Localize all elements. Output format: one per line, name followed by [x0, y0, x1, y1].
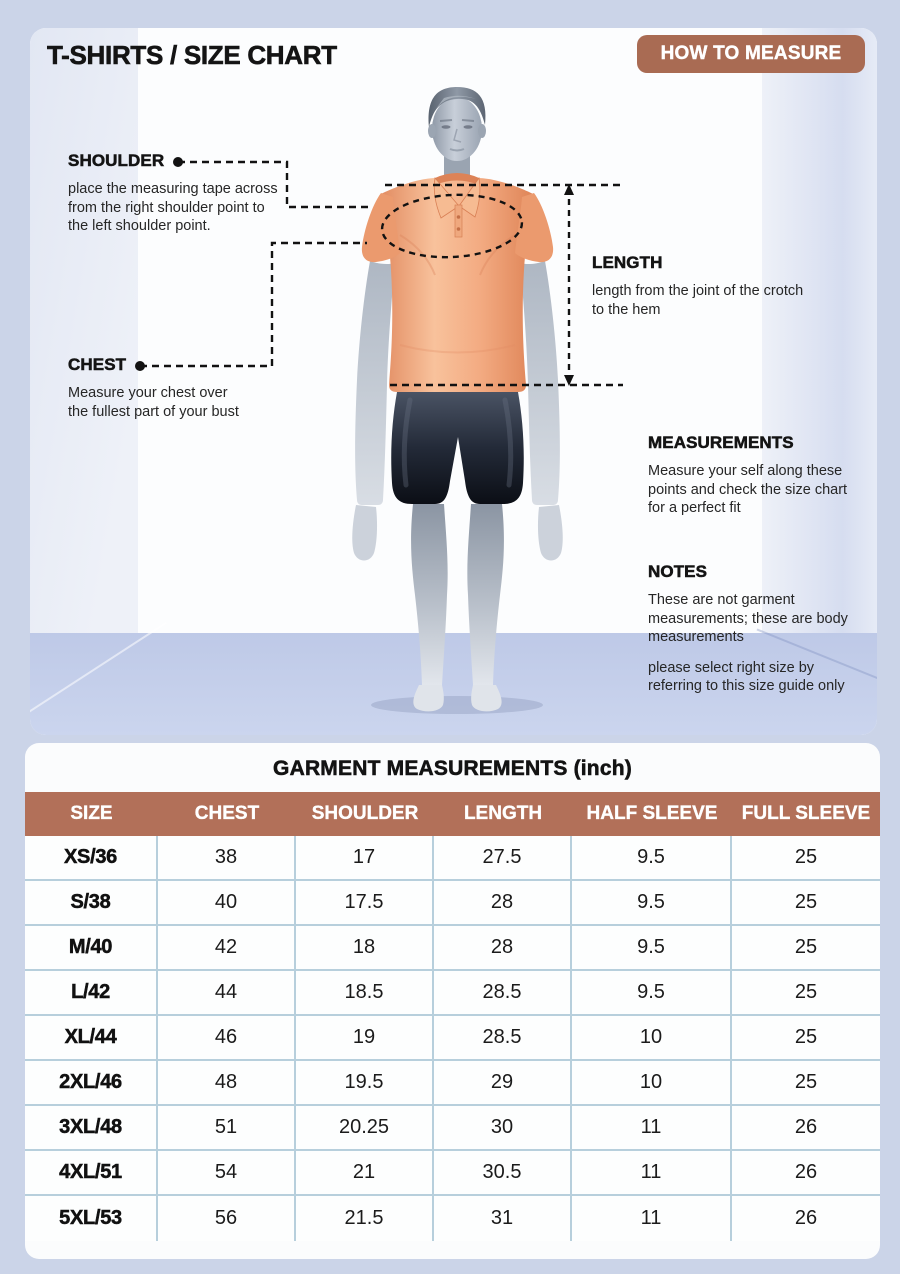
length-annotation [592, 253, 804, 319]
table-row [25, 836, 880, 881]
measurement-value-cell: 42 [158, 926, 296, 971]
measurement-value-cell: 29 [434, 1061, 572, 1106]
measurement-value-cell: 26 [732, 1106, 880, 1151]
how-to-measure-button[interactable]: HOW TO MEASURE [637, 35, 865, 73]
column-header-half-sleeve: HALF SLEEVE [572, 792, 732, 836]
measurement-value-cell: 11 [572, 1151, 732, 1196]
table-row [25, 1106, 880, 1151]
measurements-description: Measure your self along these points and check the size chart for a perfect fit [648, 463, 848, 516]
size-cell: XL/44 [25, 1016, 158, 1061]
measurement-value-cell: 27.5 [434, 836, 572, 881]
measurement-value-cell: 40 [158, 881, 296, 926]
measurement-value-cell: 11 [572, 1106, 732, 1151]
measurement-value-cell: 25 [732, 881, 880, 926]
measurement-value-cell: 25 [732, 836, 880, 881]
size-cell: S/38 [25, 881, 158, 926]
measurement-value-cell: 30.5 [434, 1151, 572, 1196]
size-chart-table-card [25, 743, 880, 1259]
measurement-value-cell: 31 [434, 1196, 572, 1241]
size-cell: 4XL/51 [25, 1151, 158, 1196]
table-row [25, 1196, 880, 1241]
measurement-value-cell: 28.5 [434, 1016, 572, 1061]
table-row [25, 926, 880, 971]
table-row [25, 971, 880, 1016]
column-header-full-sleeve: FULL SLEEVE [732, 792, 880, 836]
measurement-value-cell: 9.5 [572, 926, 732, 971]
measurement-value-cell: 10 [572, 1016, 732, 1061]
length-label: LENGTH [592, 253, 663, 272]
measurement-value-cell: 19.5 [296, 1061, 434, 1106]
table-header-row [25, 792, 880, 836]
measurement-value-cell: 17 [296, 836, 434, 881]
measure-guide-card [30, 28, 877, 735]
column-header-size: SIZE [25, 792, 158, 836]
table-row [25, 1016, 880, 1061]
measurement-value-cell: 54 [158, 1151, 296, 1196]
shoulder-description: place the measuring tape across from the right shoulder point to the left shoulder point. [68, 181, 278, 234]
measurements-label: MEASUREMENTS [648, 433, 794, 452]
measurement-value-cell: 18.5 [296, 971, 434, 1016]
measurement-value-cell: 25 [732, 971, 880, 1016]
measurement-value-cell: 10 [572, 1061, 732, 1106]
chest-label: CHEST [68, 355, 127, 374]
measurement-value-cell: 46 [158, 1016, 296, 1061]
measurement-value-cell: 56 [158, 1196, 296, 1241]
table-row [25, 1061, 880, 1106]
measurement-value-cell: 28.5 [434, 971, 572, 1016]
chest-annotation [68, 355, 248, 421]
measurement-value-cell: 48 [158, 1061, 296, 1106]
size-cell: 2XL/46 [25, 1061, 158, 1106]
size-cell: L/42 [25, 971, 158, 1016]
notes-annotation [648, 562, 860, 696]
column-header-length: LENGTH [434, 792, 572, 836]
measurement-value-cell: 21 [296, 1151, 434, 1196]
chest-measure-ellipse [380, 191, 523, 260]
measurement-value-cell: 28 [434, 926, 572, 971]
measurement-value-cell: 25 [732, 1016, 880, 1061]
table-row [25, 881, 880, 926]
measurement-value-cell: 26 [732, 1151, 880, 1196]
measurement-value-cell: 19 [296, 1016, 434, 1061]
measurement-value-cell: 25 [732, 1061, 880, 1106]
measurement-value-cell: 25 [732, 926, 880, 971]
notes-label: NOTES [648, 562, 708, 581]
length-description: length from the joint of the crotch to the hem [592, 283, 804, 318]
measurement-value-cell: 51 [158, 1106, 296, 1151]
column-header-chest: CHEST [158, 792, 296, 836]
size-cell: 5XL/53 [25, 1196, 158, 1241]
measurement-value-cell: 9.5 [572, 881, 732, 926]
garment-measurements-table [25, 792, 880, 1241]
column-header-shoulder: SHOULDER [296, 792, 434, 836]
notes-line1: These are not garment measurements; these are body measurements [648, 592, 848, 645]
size-cell: 3XL/48 [25, 1106, 158, 1151]
chest-callout-line [140, 243, 367, 366]
notes-line2: please select right size by referring to this size guide only [648, 659, 845, 694]
shoulder-label: SHOULDER [68, 151, 165, 170]
measurement-value-cell: 21.5 [296, 1196, 434, 1241]
measurement-value-cell: 38 [158, 836, 296, 881]
size-cell: XS/36 [25, 836, 158, 881]
measurement-value-cell: 18 [296, 926, 434, 971]
measurements-annotation [648, 433, 848, 518]
chest-description: Measure your chest over the fullest part of your bust [68, 385, 239, 420]
measurement-value-cell: 17.5 [296, 881, 434, 926]
measurement-value-cell: 26 [732, 1196, 880, 1241]
page-title: T-SHIRTS / SIZE CHART [47, 40, 337, 70]
size-cell: M/40 [25, 926, 158, 971]
measurement-value-cell: 9.5 [572, 836, 732, 881]
measurement-value-cell: 30 [434, 1106, 572, 1151]
table-title: GARMENT MEASUREMENTS (inch) [273, 757, 632, 780]
measurement-value-cell: 11 [572, 1196, 732, 1241]
shoulder-annotation [68, 151, 283, 236]
table-row [25, 1151, 880, 1196]
measurement-value-cell: 9.5 [572, 971, 732, 1016]
measurement-value-cell: 20.25 [296, 1106, 434, 1151]
measurement-value-cell: 44 [158, 971, 296, 1016]
measurement-value-cell: 28 [434, 881, 572, 926]
